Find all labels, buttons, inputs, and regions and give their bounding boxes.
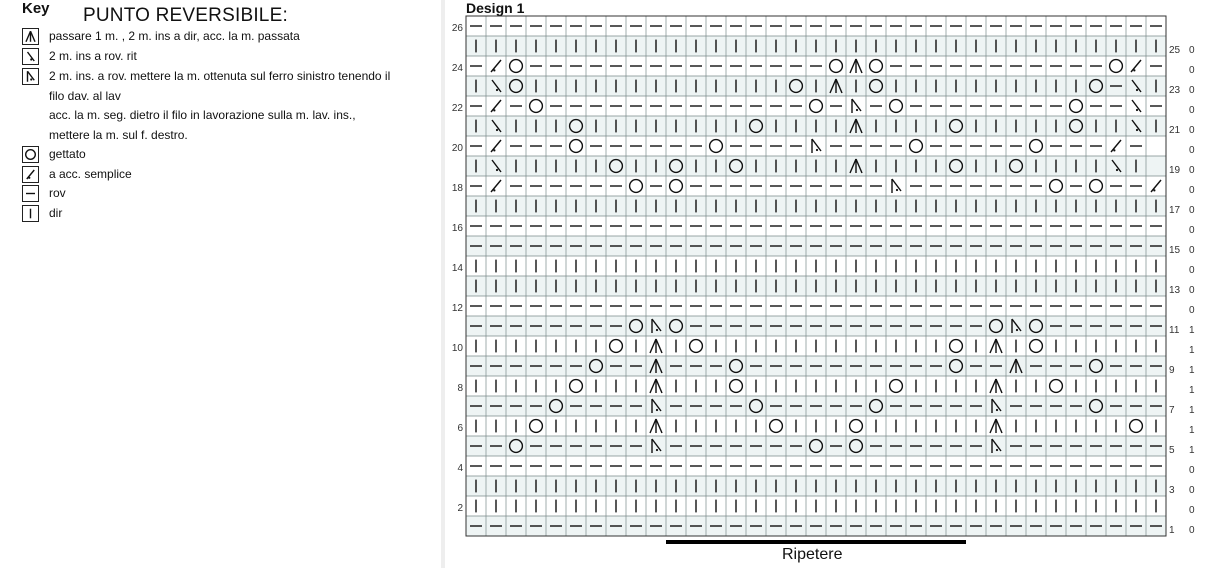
right-row-count: 0 <box>1189 485 1195 496</box>
right-row-count: 0 <box>1189 205 1195 216</box>
left-row-number: 26 <box>451 23 463 34</box>
left-row-number: 2 <box>457 503 463 514</box>
left-row-number: 20 <box>451 143 463 154</box>
right-row-number: 25 <box>1169 45 1181 56</box>
key-entry-text: 2 m. ins a rov. rit <box>49 49 137 63</box>
left-row-number: 24 <box>451 63 463 74</box>
key-entry-text: a acc. semplice <box>49 167 132 181</box>
right-row-count: 0 <box>1189 265 1195 276</box>
right-row-labels <box>1169 45 1195 536</box>
right-row-number: 11 <box>1169 325 1180 336</box>
right-row-count: 1 <box>1189 365 1195 376</box>
stitch-pattern-title: PUNTO REVERSIBILE: <box>83 5 288 26</box>
right-row-number: 1 <box>1169 525 1175 536</box>
right-row-count: 1 <box>1189 325 1195 336</box>
key-entry-text: gettato <box>49 147 86 161</box>
right-row-count: 0 <box>1189 505 1195 516</box>
right-row-number: 9 <box>1169 365 1175 376</box>
right-row-number: 19 <box>1169 165 1181 176</box>
right-row-count: 0 <box>1189 245 1195 256</box>
right-row-count: 0 <box>1189 45 1195 56</box>
right-row-count: 0 <box>1189 225 1195 236</box>
right-row-number: 13 <box>1169 285 1181 296</box>
right-row-count: 1 <box>1189 445 1195 456</box>
right-row-count: 1 <box>1189 425 1195 436</box>
left-row-numbers <box>452 23 464 514</box>
right-row-count: 1 <box>1189 385 1195 396</box>
key-entry-text: 2 m. ins. a rov. mettere la m. ottenuta sul ferro sinistro tenendo il <box>49 69 391 83</box>
key-heading: Key <box>22 0 50 17</box>
repeat-bar <box>666 540 966 544</box>
right-row-count: 0 <box>1189 165 1195 176</box>
right-row-count: 0 <box>1189 85 1195 96</box>
right-row-number: 7 <box>1169 405 1175 416</box>
right-row-count: 0 <box>1189 465 1195 476</box>
right-row-number: 3 <box>1169 485 1175 496</box>
left-row-number: 22 <box>451 103 463 114</box>
right-row-number: 17 <box>1169 205 1181 216</box>
chart-title: Design 1 <box>466 0 525 16</box>
right-row-count: 0 <box>1189 145 1195 156</box>
right-row-count: 0 <box>1189 65 1195 76</box>
left-row-number: 12 <box>451 303 463 314</box>
left-row-number: 10 <box>451 343 463 354</box>
key-entry-text: dir <box>49 206 63 220</box>
right-row-count: 0 <box>1189 185 1195 196</box>
right-row-count: 1 <box>1189 405 1195 416</box>
right-row-number: 21 <box>1169 125 1181 136</box>
key-entry-text: rov <box>49 186 66 200</box>
repeat-label: Ripetere <box>782 546 843 563</box>
key-entry-text: mettere la m. sul f. destro. <box>49 127 188 142</box>
left-row-number: 14 <box>451 263 463 274</box>
left-row-number: 8 <box>457 383 463 394</box>
right-row-count: 0 <box>1189 105 1195 116</box>
key-entry-text: passare 1 m. , 2 m. ins a dir, acc. la m. passata <box>49 29 300 43</box>
right-row-number: 15 <box>1169 245 1181 256</box>
left-row-number: 16 <box>451 223 463 234</box>
left-row-number: 6 <box>457 423 463 434</box>
left-row-number: 18 <box>451 183 463 194</box>
right-row-count: 1 <box>1189 345 1195 356</box>
right-row-count: 0 <box>1189 125 1195 136</box>
key-entry-text: acc. la m. seg. dietro il filo in lavorazione sulla m. lav. ins., <box>49 108 356 122</box>
right-row-count: 0 <box>1189 305 1195 316</box>
left-row-number: 4 <box>457 463 463 474</box>
right-row-count: 0 <box>1189 285 1195 296</box>
right-row-number: 23 <box>1169 85 1181 96</box>
right-row-count: 0 <box>1189 525 1195 536</box>
key-entry-text: filo dav. al lav <box>49 88 121 103</box>
right-row-number: 5 <box>1169 445 1175 456</box>
